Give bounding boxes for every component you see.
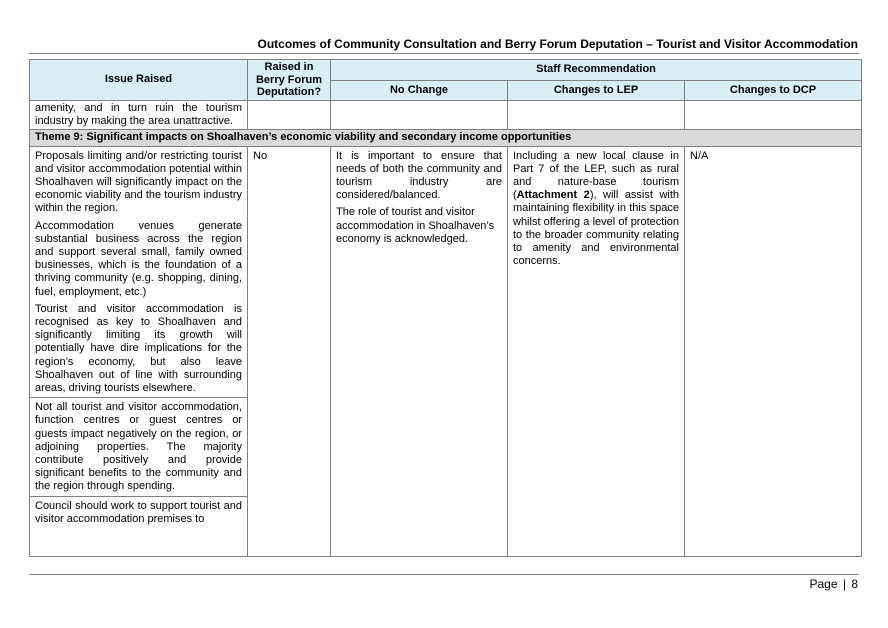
lep-text-after: ), will assist with maintaining flexibility in this space whilst offering a level of protection to the broader community relating to amenity and environmental concerns.: [513, 189, 680, 268]
header-changes-dcp: Changes to DCP: [685, 81, 862, 101]
dcp-cell: [685, 146, 862, 556]
lep-cell: [508, 146, 685, 556]
issue-cell: [30, 146, 248, 556]
continued-no-change-cell: [331, 101, 508, 130]
table-row: [30, 146, 862, 556]
header-no-change: No Change: [331, 81, 508, 101]
issue-paragraph: Tourist and visitor accommodation is recognised as key to Shoalhaven and significantly limiting its growth will potentially have dire implications for the region’s economy, but also leave Shoalhaven out of line with surrounding areas, driving tourists elsewhere.: [35, 302, 242, 395]
issue-block-3: [30, 496, 247, 528]
page-label: Page: [809, 577, 838, 591]
lep-paragraph: [513, 150, 679, 269]
issue-block-2: [30, 397, 247, 495]
footer-divider: [29, 574, 859, 575]
document-header-title: Outcomes of Community Consultation and Berry Forum Deputation – Tourist and Visitor Accommodation: [257, 37, 858, 51]
continued-dcp-cell: [685, 101, 862, 130]
continued-lep-cell: [508, 101, 685, 130]
lep-text-before: Including a new local clause in Part 7 of the LEP, such as rural and nature-base tourism (: [513, 149, 679, 202]
header-changes-lep: Changes to LEP: [508, 81, 685, 101]
recommendations-table: [29, 59, 862, 557]
issue-block-1: [30, 147, 247, 398]
no-change-paragraph: It is important to ensure that needs of both the community and tourism industry are considered/balanced.: [336, 149, 502, 202]
issue-paragraph: Council should work to support tourist and visitor accommodation premises to: [35, 499, 242, 525]
raised-cell: [248, 146, 331, 556]
table-row-continued: [30, 101, 862, 130]
header-staff-recommendation: Staff Recommendation: [331, 60, 862, 81]
no-change-cell: [331, 146, 508, 556]
issue-paragraph: Not all tourist and visitor accommodation, function centres or guest centres or guests impact negatively on the region, or adjoining properties. The majority contribute positively and provide significant benefits to the community and the region through spending.: [35, 401, 242, 493]
theme-row: [30, 130, 862, 146]
header-issue-raised: Issue Raised: [30, 60, 248, 101]
header-divider: [29, 53, 859, 54]
continued-issue-cell: [30, 101, 248, 130]
continued-issue-text: amenity, and in turn ruin the tourism industry by making the area unattractive.: [35, 102, 242, 128]
no-change-paragraph: The role of tourist and visitor accommodation in Shoalhaven’s economy is acknowledged.: [336, 206, 495, 245]
continued-raised-cell: [248, 101, 331, 130]
issue-paragraph: Accommodation venues generate substantial business across the region and support several small, family owned businesses, which is the foundation of a thriving community (e.g. shopping, dining, fuel, employment, etc.): [35, 219, 242, 298]
page-separator: |: [842, 577, 846, 591]
dcp-value: N/A: [690, 149, 709, 162]
header-raised-in-deputation: Raised in Berry Forum Deputation?: [248, 60, 331, 101]
issue-paragraph: Proposals limiting and/or restricting tourist and visitor accommodation potential within Shoalhaven will significantly impact on the economic viability and the tourism industry within the region.: [35, 149, 242, 215]
page-number-value: 8: [851, 577, 858, 591]
page-number: [809, 577, 858, 591]
attachment-reference: Attachment 2: [516, 189, 590, 202]
raised-value: No: [253, 149, 268, 162]
theme-heading: Theme 9: Significant impacts on Shoalhaven’s economic viability and secondary income opportunities: [30, 130, 862, 146]
